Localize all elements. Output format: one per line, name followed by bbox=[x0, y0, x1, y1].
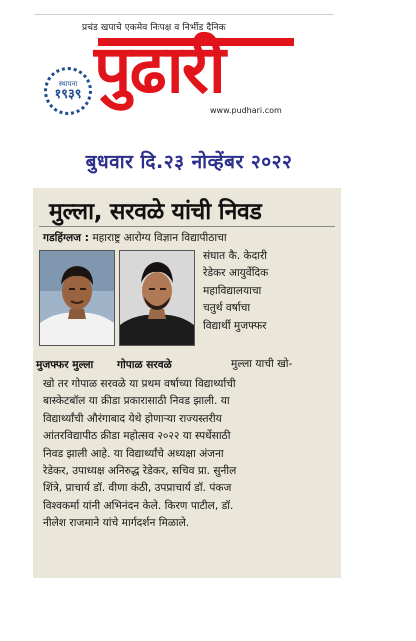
website-url: www.pudhari.com bbox=[210, 106, 282, 115]
caption-gopal-sarvale: गोपाळ सरवळे bbox=[117, 359, 172, 371]
article-line: विद्यार्थ्यांची औरंगाबाद येथे होणाऱ्या राज्यस्तरीय bbox=[43, 412, 222, 425]
article-line: रेडेकर, उपाध्यक्ष अनिरुद्ध रेडेकर, सचिव प्रा. सुनील bbox=[43, 465, 237, 478]
article-line: संघात कै. केदारी bbox=[203, 250, 268, 262]
article-line: चतुर्थ वर्षाचा bbox=[203, 302, 251, 315]
publication-date: बुधवार दि.२३ नोव्हेंबर २०२२ bbox=[85, 151, 293, 173]
article-line: नीलेश राजमाने यांचे मार्गदर्शन मिळाले. bbox=[43, 517, 190, 530]
article-line: विश्वकर्मा यांनी अभिनंदन केले. किरण पाटील, डॉ. bbox=[43, 499, 234, 512]
article-lead-line bbox=[43, 230, 227, 247]
portrait-image bbox=[120, 251, 194, 345]
article-line: बास्केटबॉल या क्रीडा प्रकारासाठी निवड झाली. या bbox=[43, 395, 230, 408]
portrait-image bbox=[40, 251, 114, 345]
article-clipping bbox=[33, 188, 341, 578]
caption-mujaffar-mulla: मुजफ्फर मुल्ला bbox=[36, 359, 94, 371]
lead-text: महाराष्ट्र आरोग्य विज्ञान विद्यापीठाचा bbox=[88, 232, 227, 244]
photo-mujaffar-mulla bbox=[39, 250, 115, 346]
article-line: महाविद्यालयाचा bbox=[203, 284, 262, 297]
article-headline: मुल्ला, सरवळे यांची निवड bbox=[49, 199, 262, 225]
masthead bbox=[24, 14, 334, 132]
emblem-label: स्थापना bbox=[58, 80, 78, 88]
article-line-continuation: मुल्ला याची खो- bbox=[231, 358, 293, 370]
headline-divider bbox=[39, 226, 335, 227]
article-line: शिंत्रे, प्राचार्य डॉ. वीणा कंठी, उपप्राचार्य डॉ. पंकज bbox=[43, 482, 232, 495]
emblem-year: १९३९ bbox=[54, 87, 82, 102]
dateline-town: गडहिंग्लज : bbox=[43, 232, 89, 244]
article-line: रेडेकर आयुर्वेदिक bbox=[203, 267, 269, 280]
article-line: खो तर गोपाळ सरवळे या प्रथम वर्षाच्या विद्यार्थ्याची bbox=[43, 378, 236, 390]
pudhari-logo: पुढारी bbox=[94, 30, 224, 108]
article-line: निवड झाली आहे. या विद्यार्थ्यांचे अध्यक्षा अंजना bbox=[43, 447, 224, 460]
founding-year-emblem bbox=[44, 67, 92, 115]
article-side-column bbox=[203, 248, 268, 335]
article-line: विद्यार्थी मुजफ्फर bbox=[203, 319, 267, 332]
article-line: आंतरविद्यापीठ क्रीडा महोत्सव २०२२ या स्पर्धेसाठी bbox=[43, 430, 231, 443]
article-body bbox=[43, 376, 236, 533]
masthead-tagline: प्रचंड खपाचे एकमेव निःपक्ष व निर्भीड दैनिक bbox=[82, 23, 226, 33]
photo-gopal-sarvale bbox=[119, 250, 195, 346]
masthead-rule bbox=[34, 14, 334, 15]
